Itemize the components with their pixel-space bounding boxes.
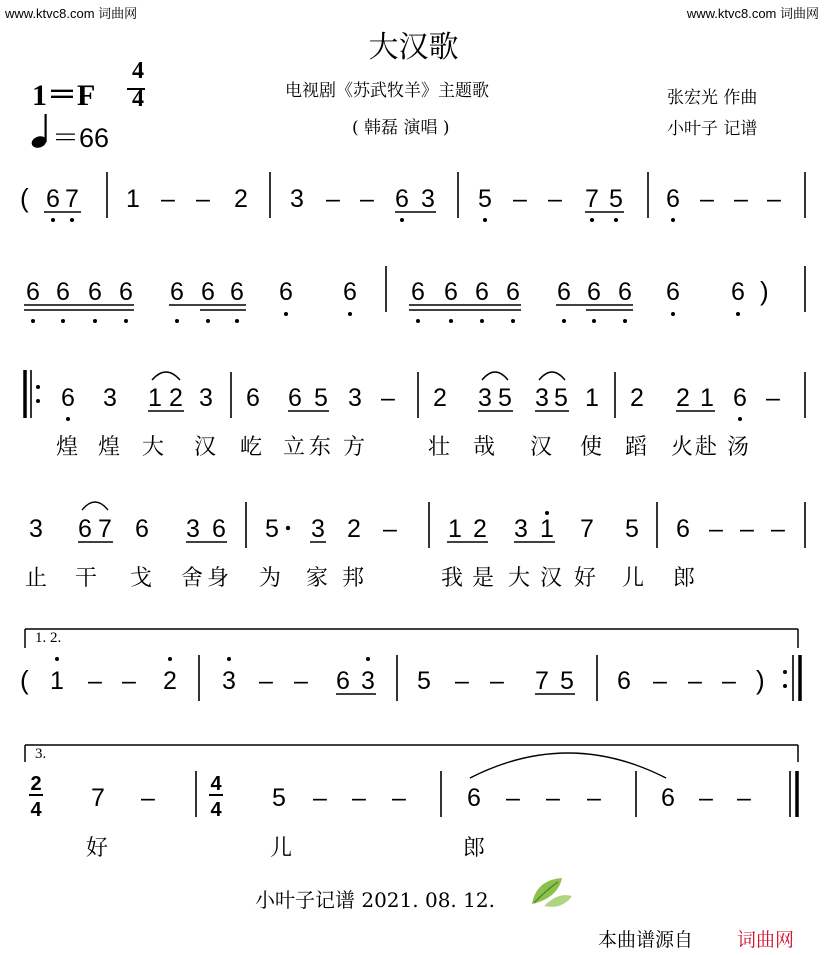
lyric: 是 [472, 566, 495, 591]
lyric: 好 [574, 566, 597, 591]
svg-text:6: 6 [444, 278, 458, 306]
score-line-5 [20, 629, 800, 701]
score-line-4 [29, 502, 805, 548]
svg-text:5: 5 [478, 185, 492, 213]
svg-text:–: – [709, 515, 723, 543]
composer: 张宏光 作曲 [667, 88, 758, 108]
svg-text:6: 6 [557, 278, 571, 306]
svg-text:–: – [294, 667, 308, 695]
svg-text:1: 1 [448, 515, 462, 543]
svg-text:7: 7 [98, 515, 112, 543]
tempo: ＝66 [52, 123, 110, 153]
svg-text:6: 6 [617, 667, 631, 695]
svg-text:5: 5 [498, 384, 512, 412]
lyric: 屹 [240, 435, 263, 460]
svg-text:3: 3 [103, 384, 117, 412]
svg-text:3: 3 [311, 515, 325, 543]
svg-text:6: 6 [201, 278, 215, 306]
lyric: 赴 [695, 435, 718, 460]
svg-text:1: 1 [700, 384, 714, 412]
volta-1-label: 1. 2. [35, 630, 62, 646]
lyric: 汉 [194, 435, 217, 460]
svg-text:5: 5 [314, 384, 328, 412]
svg-text:6: 6 [26, 278, 40, 306]
svg-text:3: 3 [514, 515, 528, 543]
svg-text:4: 4 [210, 773, 222, 795]
svg-text:6: 6 [336, 667, 350, 695]
svg-text:6: 6 [666, 185, 680, 213]
svg-text:6: 6 [733, 384, 747, 412]
score-line-1 [20, 172, 805, 222]
time-sig-bottom: 4 [132, 86, 144, 112]
svg-text:–: – [196, 185, 210, 213]
svg-text:–: – [352, 784, 366, 812]
svg-text:6: 6 [88, 278, 102, 306]
svg-text:5: 5 [609, 185, 623, 213]
score-line-3 [25, 370, 805, 421]
lyric: 立 [283, 435, 306, 460]
lyric: 方 [343, 435, 366, 460]
svg-text:7: 7 [585, 185, 599, 213]
lyric: 火 [671, 435, 694, 460]
svg-text:2: 2 [30, 773, 42, 795]
svg-text:6: 6 [467, 784, 481, 812]
svg-text:6: 6 [587, 278, 601, 306]
svg-text:3: 3 [361, 667, 375, 695]
svg-text:5: 5 [625, 515, 639, 543]
svg-text:–: – [548, 185, 562, 213]
svg-text:–: – [740, 515, 754, 543]
svg-text:6: 6 [676, 515, 690, 543]
svg-text:3: 3 [290, 185, 304, 213]
svg-text:–: – [546, 784, 560, 812]
lyric: 郎 [673, 566, 696, 591]
svg-text:5: 5 [265, 515, 279, 543]
svg-text:2: 2 [433, 384, 447, 412]
svg-text:4: 4 [30, 799, 42, 821]
footer-signature: 小叶子记谱 2021. 08. 12. [255, 888, 495, 912]
key-signature: 1＝F [32, 79, 96, 112]
lyric: 煌 [98, 435, 121, 460]
svg-text:6: 6 [56, 278, 70, 306]
svg-text:1: 1 [585, 384, 599, 412]
svg-text:–: – [383, 515, 397, 543]
score-line-2 [24, 266, 805, 323]
lyric: 大 [142, 435, 165, 460]
svg-text:6: 6 [246, 384, 260, 412]
svg-text:6: 6 [279, 278, 293, 306]
svg-text:2: 2 [169, 384, 183, 412]
svg-text:7: 7 [65, 185, 79, 213]
lyric: 我 [441, 566, 464, 591]
svg-text:–: – [767, 185, 781, 213]
svg-text:6: 6 [506, 278, 520, 306]
svg-text:3: 3 [186, 515, 200, 543]
svg-text:7: 7 [580, 515, 594, 543]
paren-open: ( [20, 183, 29, 213]
lyric: 舍 [181, 566, 204, 591]
svg-text:4: 4 [210, 799, 222, 821]
svg-text:–: – [734, 185, 748, 213]
svg-text:2: 2 [630, 384, 644, 412]
svg-text:–: – [259, 667, 273, 695]
svg-text:2: 2 [234, 185, 248, 213]
svg-text:6: 6 [288, 384, 302, 412]
svg-text:–: – [360, 185, 374, 213]
svg-text:–: – [513, 185, 527, 213]
svg-text:–: – [313, 784, 327, 812]
transcriber: 小叶子 记谱 [667, 119, 758, 139]
svg-text:3: 3 [535, 384, 549, 412]
svg-text:3: 3 [478, 384, 492, 412]
svg-text:6: 6 [395, 185, 409, 213]
svg-text:–: – [722, 667, 736, 695]
subtitle: 电视剧《苏武牧羊》主题歌 [285, 81, 489, 101]
svg-text:6: 6 [170, 278, 184, 306]
source-label: 本曲谱源自 [598, 929, 694, 951]
lyric: 哉 [473, 435, 496, 460]
svg-text:–: – [455, 667, 469, 695]
svg-text:–: – [141, 784, 155, 812]
svg-text:–: – [771, 515, 785, 543]
svg-text:1: 1 [126, 185, 140, 213]
svg-text:7: 7 [91, 784, 105, 812]
svg-text:6: 6 [661, 784, 675, 812]
svg-text:5: 5 [554, 384, 568, 412]
song-title: 大汉歌 [368, 30, 459, 65]
svg-text:–: – [766, 384, 780, 412]
svg-text:3: 3 [199, 384, 213, 412]
svg-text:6: 6 [230, 278, 244, 306]
lyric: 干 [75, 566, 98, 591]
svg-text:–: – [587, 784, 601, 812]
svg-text:–: – [653, 667, 667, 695]
svg-text:): ) [756, 665, 765, 695]
svg-text:1: 1 [148, 384, 162, 412]
svg-text:1: 1 [540, 515, 554, 543]
svg-text:–: – [392, 784, 406, 812]
svg-text:–: – [737, 784, 751, 812]
svg-text:6: 6 [61, 384, 75, 412]
watermark-right: www.ktvc8.com 词曲网 [686, 6, 819, 21]
svg-text:5: 5 [272, 784, 286, 812]
svg-text:6: 6 [46, 185, 60, 213]
svg-text:3: 3 [29, 515, 43, 543]
svg-text:5: 5 [417, 667, 431, 695]
svg-text:3: 3 [421, 185, 435, 213]
svg-text:6: 6 [343, 278, 357, 306]
svg-text:–: – [699, 784, 713, 812]
lyric: 儿 [622, 566, 645, 591]
svg-text:6: 6 [119, 278, 133, 306]
svg-text:–: – [688, 667, 702, 695]
watermark-left: www.ktvc8.com 词曲网 [5, 6, 138, 21]
leaf-icon [528, 874, 574, 910]
lyric: 蹈 [625, 435, 648, 460]
svg-text:6: 6 [731, 278, 745, 306]
svg-text:6: 6 [212, 515, 226, 543]
lyric: 止 [25, 566, 48, 591]
svg-text:3: 3 [348, 384, 362, 412]
lyric: 为 [259, 566, 282, 591]
lyric: 使 [580, 435, 603, 460]
lyric: 汉 [540, 566, 563, 591]
svg-text:2: 2 [473, 515, 487, 543]
time-sig-top: 4 [132, 58, 144, 84]
svg-text:–: – [326, 185, 340, 213]
svg-text:2: 2 [347, 515, 361, 543]
quarter-note-icon [30, 112, 54, 150]
lyric: 汤 [727, 435, 750, 460]
svg-text:6: 6 [78, 515, 92, 543]
lyric: 身 [207, 566, 230, 591]
lyric: 儿 [270, 836, 293, 861]
lyric: 好 [86, 836, 109, 861]
svg-text:1: 1 [50, 667, 64, 695]
svg-text:7: 7 [535, 667, 549, 695]
lyric: 壮 [428, 435, 451, 460]
score [0, 150, 827, 870]
svg-text:–: – [506, 784, 520, 812]
paren-close: ) [760, 276, 769, 306]
source-brand-link[interactable]: 词曲网 [737, 929, 795, 951]
lyric: 煌 [56, 435, 79, 460]
lyric: 郎 [463, 836, 486, 861]
lyric: 汉 [530, 435, 553, 460]
svg-text:(: ( [20, 665, 29, 695]
lyric: 家 [306, 566, 329, 591]
svg-text:–: – [700, 185, 714, 213]
svg-text:–: – [88, 667, 102, 695]
svg-text:2: 2 [676, 384, 690, 412]
volta-2-label: 3. [35, 746, 47, 762]
svg-text:6: 6 [475, 278, 489, 306]
svg-text:3: 3 [222, 667, 236, 695]
svg-text:2: 2 [163, 667, 177, 695]
svg-text:6: 6 [135, 515, 149, 543]
svg-text:6: 6 [411, 278, 425, 306]
svg-text:–: – [161, 185, 175, 213]
svg-text:–: – [490, 667, 504, 695]
lyric: 戈 [130, 566, 153, 591]
svg-text:–: – [381, 384, 395, 412]
score-line-6 [25, 745, 798, 821]
svg-text:–: – [122, 667, 136, 695]
lyric: 大 [508, 566, 531, 591]
lyric: 邦 [342, 566, 365, 591]
singer: ( 韩磊 演唱 ) [352, 118, 450, 138]
svg-text:6: 6 [618, 278, 632, 306]
lyric: 东 [309, 435, 332, 460]
svg-text:6: 6 [666, 278, 680, 306]
svg-text:5: 5 [560, 667, 574, 695]
